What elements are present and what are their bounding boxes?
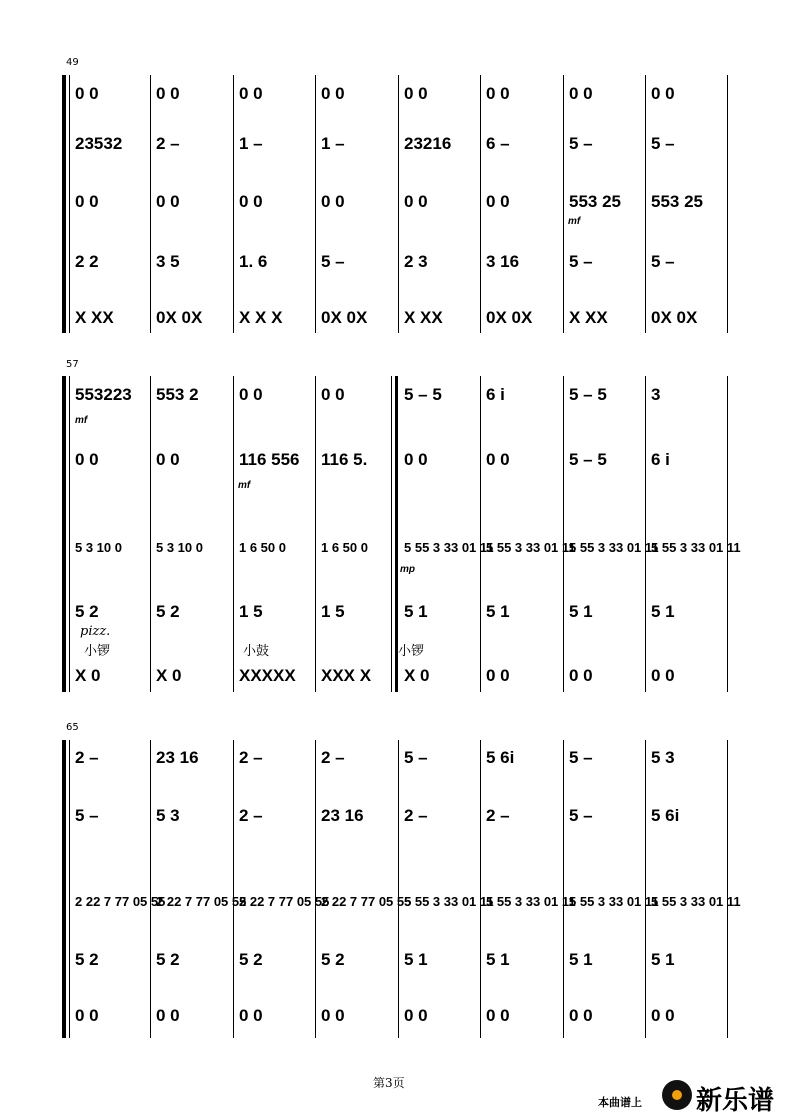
part-row bbox=[0, 538, 790, 575]
measure: 0 0 bbox=[486, 450, 510, 469]
measure: 5 – bbox=[569, 134, 593, 153]
measure: 2 22 7 77 05 55 bbox=[239, 894, 330, 909]
measure: 1 5 bbox=[321, 602, 345, 621]
measure: X X X bbox=[239, 308, 283, 327]
page-number: 第3页 bbox=[373, 1076, 405, 1090]
vinyl-record-icon bbox=[662, 1080, 692, 1110]
measure: 5 3 10 0 bbox=[156, 540, 203, 555]
part-row bbox=[0, 308, 790, 338]
measure: 5 6i bbox=[486, 748, 515, 767]
measure: 2 – bbox=[75, 748, 99, 767]
measure: 5 – bbox=[651, 252, 675, 271]
part-row bbox=[0, 192, 790, 227]
measure: 0 0 bbox=[486, 1006, 510, 1025]
measure: 0 0 bbox=[156, 192, 180, 211]
measure: 5 1 bbox=[486, 950, 510, 969]
technique-marking: pizz. bbox=[80, 624, 111, 639]
measure: 5 – 5 bbox=[404, 385, 442, 404]
measure: 0 0 bbox=[75, 450, 99, 469]
barline bbox=[563, 376, 564, 692]
part-row bbox=[0, 892, 790, 922]
measure: 0X 0X bbox=[321, 308, 368, 327]
part-row bbox=[0, 84, 790, 114]
measure: 5 2 bbox=[75, 602, 99, 621]
measure: 1 – bbox=[239, 134, 263, 153]
measure: 0X 0X bbox=[156, 308, 203, 327]
measure: 0 0 bbox=[486, 666, 510, 685]
measure: 5 55 3 33 01 11 bbox=[486, 894, 576, 909]
measure: 2 – bbox=[321, 748, 345, 767]
measure: 5 – bbox=[75, 806, 99, 825]
part-row bbox=[0, 666, 790, 696]
measure-number: 49 bbox=[66, 57, 79, 68]
measure: 2 22 7 77 05 55 bbox=[321, 894, 412, 909]
measure: X XX bbox=[75, 308, 114, 327]
measure: 3 16 bbox=[486, 252, 520, 271]
part-row bbox=[0, 1006, 790, 1036]
measure: 0 0 bbox=[156, 84, 180, 103]
measure: 5 55 3 33 01 11 bbox=[569, 894, 659, 909]
measure: 0 0 bbox=[156, 1006, 180, 1025]
barline bbox=[315, 740, 316, 1038]
measure: 5 2 bbox=[239, 950, 263, 969]
measure: 0 0 bbox=[486, 192, 510, 211]
measure: 2 22 7 77 05 55 bbox=[75, 894, 166, 909]
part-row bbox=[0, 134, 790, 164]
measure: 23 16 bbox=[156, 748, 199, 767]
measure: 0 0 bbox=[239, 84, 263, 103]
system-bracket-line bbox=[69, 376, 70, 692]
barline bbox=[645, 740, 646, 1038]
measure: 553223 bbox=[75, 385, 132, 404]
dynamic-marking: mf bbox=[75, 415, 88, 426]
measure: 23 16 bbox=[321, 806, 364, 825]
measure: 2 – bbox=[404, 806, 428, 825]
measure: 5 55 3 33 01 11 bbox=[651, 540, 741, 555]
measure: 6 i bbox=[486, 385, 505, 404]
measure: 5 2 bbox=[156, 950, 180, 969]
measure: 0 0 bbox=[569, 1006, 593, 1025]
instrument-label: 小锣 bbox=[398, 643, 425, 658]
measure: 0 0 bbox=[569, 666, 593, 685]
measure: 0 0 bbox=[651, 666, 675, 685]
measure: 5 1 bbox=[404, 602, 428, 621]
measure: 553 25 bbox=[651, 192, 703, 211]
measure: X XX bbox=[404, 308, 443, 327]
measure: 5 6i bbox=[651, 806, 680, 825]
dynamic-marking: mp bbox=[400, 564, 415, 575]
measure: 1 5 bbox=[239, 602, 263, 621]
measure: 0 0 bbox=[239, 1006, 263, 1025]
measure: 5 – bbox=[321, 252, 345, 271]
barline bbox=[233, 740, 234, 1038]
measure: 5 1 bbox=[651, 602, 675, 621]
measure: 5 3 bbox=[651, 748, 675, 767]
part-row bbox=[0, 252, 790, 282]
measure: 6 – bbox=[486, 134, 510, 153]
measure: 0 0 bbox=[156, 450, 180, 469]
part-row bbox=[0, 806, 790, 836]
measure: 1. 6 bbox=[239, 252, 268, 271]
measure: X 0 bbox=[75, 666, 101, 685]
measure: 0 0 bbox=[651, 1006, 675, 1025]
barline bbox=[315, 376, 316, 692]
barline bbox=[480, 740, 481, 1038]
measure: 3 bbox=[651, 385, 661, 404]
measure: 5 55 3 33 01 11 bbox=[404, 540, 494, 555]
measure: 5 1 bbox=[486, 602, 510, 621]
measure: 5 – 5 bbox=[569, 385, 607, 404]
source-label: 本曲谱上 bbox=[598, 1097, 642, 1109]
measure: 0 0 bbox=[75, 1006, 99, 1025]
measure: 553 25 bbox=[569, 192, 621, 211]
measure: 2 3 bbox=[404, 252, 428, 271]
measure: 553 2 bbox=[156, 385, 199, 404]
brand-logo-text: 新乐谱 bbox=[696, 1085, 775, 1115]
barline bbox=[233, 376, 234, 692]
measure: 2 22 7 77 05 55 bbox=[156, 894, 247, 909]
part-row bbox=[0, 602, 790, 658]
barline bbox=[727, 376, 728, 692]
measure: 5 55 3 33 01 11 bbox=[651, 894, 741, 909]
measure: 2 2 bbox=[75, 252, 99, 271]
measure: 0 0 bbox=[321, 385, 345, 404]
part-row bbox=[0, 385, 790, 426]
part-row bbox=[0, 950, 790, 980]
measure: 5 55 3 33 01 11 bbox=[486, 540, 576, 555]
measure: 5 – bbox=[404, 748, 428, 767]
measure: 5 – bbox=[651, 134, 675, 153]
measure: 23532 bbox=[75, 134, 123, 153]
measure: 0 0 bbox=[321, 192, 345, 211]
dynamic-marking: mf bbox=[238, 480, 251, 491]
instrument-label: 小鼓 bbox=[243, 643, 270, 658]
measure: 116 556 bbox=[239, 450, 300, 469]
measure: 0 0 bbox=[404, 1006, 428, 1025]
measure: 0 0 bbox=[404, 192, 428, 211]
barline bbox=[727, 740, 728, 1038]
measure: 5 3 10 0 bbox=[75, 540, 122, 555]
measure: 0 0 bbox=[486, 84, 510, 103]
measure: 2 – bbox=[486, 806, 510, 825]
measure: 0 0 bbox=[404, 84, 428, 103]
measure: 5 – bbox=[569, 806, 593, 825]
barline bbox=[398, 740, 399, 1038]
measure: 5 2 bbox=[75, 950, 99, 969]
measure: 0X 0X bbox=[651, 308, 698, 327]
measure: 3 5 bbox=[156, 252, 180, 271]
barline-repeat bbox=[391, 376, 392, 692]
measure: XXXXX bbox=[239, 666, 296, 685]
measure: 5 2 bbox=[321, 950, 345, 969]
measure: 5 – 5 bbox=[569, 450, 607, 469]
measure: 5 55 3 33 01 11 bbox=[404, 894, 494, 909]
measure: 0 0 bbox=[75, 84, 99, 103]
measure: 5 3 bbox=[156, 806, 180, 825]
measure: 1 6 50 0 bbox=[321, 540, 368, 555]
measure-number: 57 bbox=[66, 359, 79, 370]
measure: 0 0 bbox=[404, 450, 428, 469]
measure: 5 1 bbox=[651, 950, 675, 969]
system-bracket bbox=[62, 376, 66, 692]
part-row bbox=[0, 450, 790, 491]
measure: XXX X bbox=[321, 666, 372, 685]
measure: 0X 0X bbox=[486, 308, 533, 327]
measure: 116 5. bbox=[321, 450, 368, 469]
system-bracket-line bbox=[69, 740, 70, 1038]
measure: 0 0 bbox=[239, 192, 263, 211]
measure: 1 6 50 0 bbox=[239, 540, 286, 555]
barline bbox=[480, 376, 481, 692]
record-center-icon bbox=[672, 1090, 682, 1100]
measure: 0 0 bbox=[321, 84, 345, 103]
measure: 2 – bbox=[239, 806, 263, 825]
barline bbox=[563, 740, 564, 1038]
measure-number: 65 bbox=[66, 722, 79, 733]
measure: 23216 bbox=[404, 134, 452, 153]
measure: 2 – bbox=[156, 134, 180, 153]
measure: 0 0 bbox=[651, 84, 675, 103]
measure: 1 – bbox=[321, 134, 345, 153]
system-bracket bbox=[62, 740, 66, 1038]
measure: 5 – bbox=[569, 252, 593, 271]
measure: 5 55 3 33 01 11 bbox=[569, 540, 659, 555]
barline bbox=[645, 376, 646, 692]
barline bbox=[150, 740, 151, 1038]
barline bbox=[150, 376, 151, 692]
measure: X XX bbox=[569, 308, 608, 327]
measure: 0 0 bbox=[75, 192, 99, 211]
measure: 5 1 bbox=[569, 950, 593, 969]
instrument-label: 小锣 bbox=[84, 643, 111, 658]
part-row bbox=[0, 748, 790, 778]
measure: X 0 bbox=[404, 666, 430, 685]
measure: 5 1 bbox=[569, 602, 593, 621]
measure: 0 0 bbox=[239, 385, 263, 404]
dynamic-marking: mf bbox=[568, 216, 581, 227]
measure: 6 i bbox=[651, 450, 670, 469]
measure: 0 0 bbox=[321, 1006, 345, 1025]
measure: 2 – bbox=[239, 748, 263, 767]
measure: 5 1 bbox=[404, 950, 428, 969]
measure: 5 – bbox=[569, 748, 593, 767]
measure: X 0 bbox=[156, 666, 182, 685]
measure: 5 2 bbox=[156, 602, 180, 621]
measure: 0 0 bbox=[569, 84, 593, 103]
